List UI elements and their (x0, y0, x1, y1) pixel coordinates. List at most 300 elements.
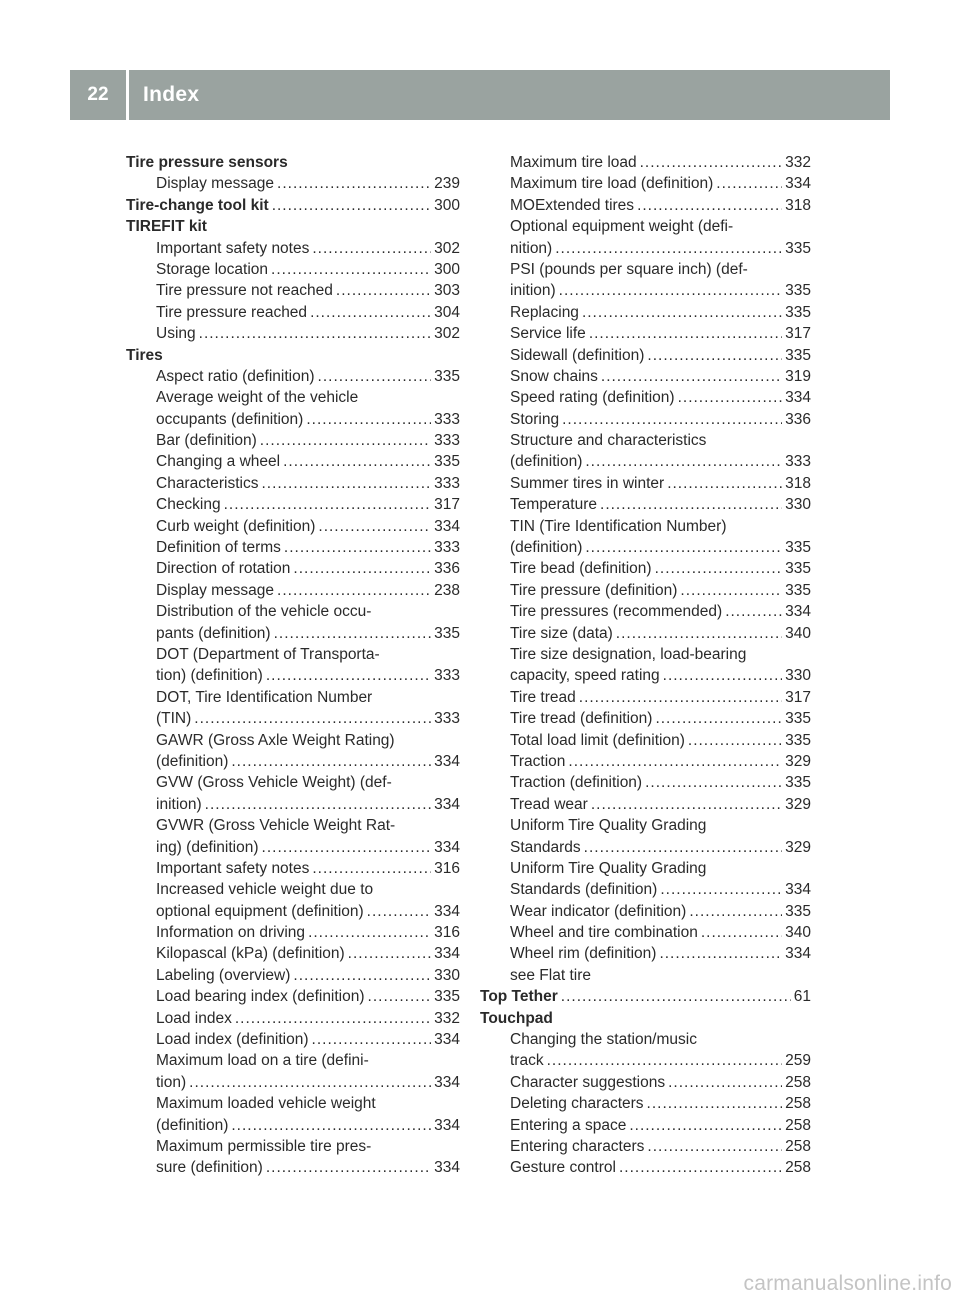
index-entry-text: Tire tread (definition) (510, 710, 653, 728)
index-entry-text: Increased vehicle weight due to (156, 881, 374, 899)
dot-leader (561, 986, 791, 1007)
index-entry[interactable] (480, 409, 811, 430)
index-entry-text: Tires (126, 346, 163, 364)
index-entry-page: 334 (785, 389, 811, 407)
index-entry (480, 1008, 811, 1029)
index-entry-text: Maximum permissible tire pres- (156, 1137, 372, 1155)
dot-leader (562, 409, 782, 430)
index-entry-page: 335 (785, 282, 811, 300)
dot-leader (585, 451, 782, 472)
index-entry (480, 1029, 811, 1050)
index-entry-text: pants (definition) (156, 624, 271, 642)
index-entry-page: 300 (434, 196, 460, 214)
index-entry-page: 335 (785, 346, 811, 364)
index-entry[interactable] (480, 794, 811, 815)
dot-leader (318, 366, 432, 387)
index-entry-text: GVWR (Gross Vehicle Weight Rat- (156, 817, 396, 835)
dot-leader (306, 409, 431, 430)
dot-leader (547, 1050, 783, 1071)
index-entry[interactable] (126, 366, 460, 387)
index-entry-page: 258 (785, 1073, 811, 1091)
index-entry[interactable] (480, 986, 811, 1007)
index-entry-page: 334 (434, 902, 460, 920)
index-entry[interactable] (126, 965, 460, 986)
index-entry[interactable] (126, 901, 460, 922)
index-entry[interactable] (480, 494, 811, 515)
index-entry[interactable] (480, 280, 811, 301)
index-entry-page: 334 (434, 795, 460, 813)
dot-leader (189, 1072, 431, 1093)
index-entry-text: Tire pressure reached (156, 303, 308, 321)
index-entry-page: 340 (785, 924, 811, 942)
index-entry-page: 333 (434, 667, 460, 685)
index-entry[interactable] (480, 1093, 811, 1114)
index-entry (126, 730, 460, 751)
index-entry[interactable] (126, 558, 460, 579)
index-entry[interactable] (480, 623, 811, 644)
index-entry-page: 334 (434, 517, 460, 535)
index-entry-page: 335 (785, 731, 811, 749)
index-entry-page: 334 (785, 881, 811, 899)
index-entry-text: Important safety notes (156, 859, 310, 877)
index-entry-text: Sidewall (definition) (510, 346, 645, 364)
index-entry-text: inition) (156, 795, 202, 813)
dot-leader (312, 1029, 432, 1050)
index-entry-page: 333 (785, 453, 811, 471)
dot-leader (668, 1072, 782, 1093)
index-entry-text: (definition) (510, 453, 583, 471)
index-entry[interactable] (126, 922, 460, 943)
index-entry-text: TIREFIT kit (126, 218, 207, 236)
index-entry (126, 345, 460, 366)
index-entry[interactable] (126, 858, 460, 879)
dot-leader (312, 238, 431, 259)
dot-leader (312, 858, 431, 879)
index-entry-text: Load index (definition) (156, 1031, 309, 1049)
index-entry (126, 644, 460, 665)
index-entry-page: 334 (785, 945, 811, 963)
index-entry (126, 1136, 460, 1157)
index-entry (480, 259, 811, 280)
index-entry-page: 335 (785, 303, 811, 321)
index-entry-text: Distribution of the vehicle occu- (156, 603, 372, 621)
index-entry-page: 334 (434, 1073, 460, 1091)
index-entry-text: (TIN) (156, 710, 192, 728)
index-entry[interactable] (126, 1029, 460, 1050)
index-entry[interactable] (480, 879, 811, 900)
index-entry[interactable] (480, 345, 811, 366)
index-entry[interactable] (126, 516, 460, 537)
index-entry (126, 879, 460, 900)
index-entry-page: 334 (434, 1159, 460, 1177)
index-entry[interactable] (480, 537, 811, 558)
index-entry[interactable] (480, 473, 811, 494)
index-entry-text: Snow chains (510, 367, 598, 385)
dot-leader (640, 152, 783, 173)
index-entry-text: Maximum loaded vehicle weight (156, 1095, 376, 1113)
index-entry[interactable] (480, 922, 811, 943)
index-entry-page: 330 (785, 667, 811, 685)
dot-leader (277, 173, 431, 194)
index-entry-text: Load index (156, 1009, 232, 1027)
index-column-left (126, 152, 460, 1179)
index-entry[interactable] (126, 1072, 460, 1093)
index-entry-page: 336 (785, 410, 811, 428)
index-entry-page: 258 (785, 1095, 811, 1113)
dot-leader (616, 623, 782, 644)
index-entry-text: Information on driving (156, 924, 306, 942)
index-entry-text: (definition) (156, 1116, 229, 1134)
index-entry-text: ing) (definition) (156, 838, 259, 856)
index-entry-text: Maximum load on a tire (defini- (156, 1052, 369, 1070)
index-entry-page: 300 (434, 260, 460, 278)
index-entry-page: 334 (434, 1116, 460, 1134)
index-entry-page: 329 (785, 838, 811, 856)
dot-leader (701, 922, 782, 943)
index-entry[interactable] (126, 195, 460, 216)
index-entry-page: 316 (434, 859, 460, 877)
index-entry[interactable] (480, 1157, 811, 1178)
dot-leader (224, 494, 432, 515)
index-entry-page: 329 (785, 752, 811, 770)
index-entry-page: 332 (785, 154, 811, 171)
index-entry-text: Changing the station/music (510, 1031, 697, 1049)
index-entry[interactable] (126, 1008, 460, 1029)
index-entry[interactable] (126, 173, 460, 194)
index-entry[interactable] (126, 430, 460, 451)
index-entry[interactable] (480, 687, 811, 708)
index-entry[interactable] (126, 280, 460, 301)
index-entry[interactable] (480, 837, 811, 858)
index-entry[interactable] (480, 302, 811, 323)
index-entry-text: occupants (definition) (156, 410, 304, 428)
index-entry-page: 332 (434, 1009, 460, 1027)
dot-leader (600, 494, 782, 515)
index-entry-page: 302 (434, 239, 460, 257)
index-entry-text: Load bearing index (definition) (156, 988, 365, 1006)
index-entry-page: 302 (434, 325, 460, 343)
index-entry[interactable] (126, 323, 460, 344)
index-entry-page: 330 (785, 496, 811, 514)
index-entry-page: 329 (785, 795, 811, 813)
index-entry-text: GVW (Gross Vehicle Weight) (def- (156, 774, 392, 792)
index-entry-text: Entering a space (510, 1116, 627, 1134)
index-entry-text: see Flat tire (510, 966, 591, 984)
index-entry[interactable] (126, 665, 460, 686)
dot-leader (559, 280, 782, 301)
dot-leader (655, 558, 783, 579)
index-entry-text: Top Tether (480, 988, 558, 1006)
index-entry-text: Tire size designation, load-bearing (510, 645, 747, 663)
index-entry-text: Labeling (overview) (156, 966, 291, 984)
index-entry-text: nition) (510, 239, 553, 257)
index-entry-text: Using (156, 325, 196, 343)
index-entry[interactable] (480, 195, 811, 216)
dot-leader (293, 965, 431, 986)
dot-leader (231, 751, 431, 772)
index-entry-text: sure (definition) (156, 1159, 263, 1177)
index-entry-page: 335 (434, 367, 460, 385)
index-entry-page: 335 (785, 239, 811, 257)
index-entry-page: 304 (434, 303, 460, 321)
index-entry-text: Tire-change tool kit (126, 196, 269, 214)
dot-leader (660, 879, 782, 900)
index-entry[interactable] (480, 1050, 811, 1071)
dot-leader (716, 173, 782, 194)
index-entry-page: 335 (785, 560, 811, 578)
index-entry-page: 258 (785, 1116, 811, 1134)
index-entry[interactable] (480, 173, 811, 194)
index-entry[interactable] (126, 751, 460, 772)
index-entry[interactable] (126, 238, 460, 259)
dot-leader (266, 665, 431, 686)
index-entry-text: Character suggestions (510, 1073, 666, 1091)
index-entry-page: 335 (434, 624, 460, 642)
dot-leader (688, 730, 782, 751)
index-entry[interactable] (126, 494, 460, 515)
index-entry-text: Service life (510, 325, 586, 343)
index-entry-text: Structure and characteristics (510, 432, 707, 450)
index-entry[interactable] (480, 901, 811, 922)
index-entry[interactable] (480, 558, 811, 579)
index-entry-text: Uniform Tire Quality Grading (510, 859, 707, 877)
index-entry-text: Wheel and tire combination (510, 924, 698, 942)
dot-leader (655, 708, 782, 729)
index-entry-page: 333 (434, 432, 460, 450)
index-entry-text: Total load limit (definition) (510, 731, 685, 749)
index-entry-page: 335 (785, 710, 811, 728)
dot-leader (199, 323, 431, 344)
index-entry[interactable] (126, 1157, 460, 1178)
index-entry-text: inition) (510, 282, 556, 300)
index-entry-page: 318 (785, 474, 811, 492)
index-entry[interactable] (480, 1115, 811, 1136)
index-entry[interactable] (480, 1136, 811, 1157)
index-entry-page: 239 (434, 175, 460, 193)
dot-leader (725, 601, 782, 622)
index-entry[interactable] (480, 665, 811, 686)
index-entry (480, 965, 811, 986)
index-entry[interactable] (480, 601, 811, 622)
index-entry-page: 335 (785, 581, 811, 599)
index-entry-text: Curb weight (definition) (156, 517, 316, 535)
index-entry[interactable] (126, 943, 460, 964)
index-entry-text: Temperature (510, 496, 598, 514)
index-entry[interactable] (480, 451, 811, 472)
page-number: 22 (87, 84, 109, 105)
index-entry-page: 317 (785, 688, 811, 706)
index-entry-text: Tread wear (510, 795, 588, 813)
dot-leader (260, 430, 431, 451)
index-entry[interactable] (126, 473, 460, 494)
dot-leader (659, 943, 782, 964)
dot-leader (568, 751, 782, 772)
index-entry-text: Changing a wheel (156, 453, 281, 471)
index-entry[interactable] (126, 623, 460, 644)
index-entry[interactable] (126, 837, 460, 858)
index-entry (126, 687, 460, 708)
index-entry-page: 333 (434, 710, 460, 728)
index-entry-text: Wear indicator (definition) (510, 902, 687, 920)
index-entry-text: DOT, Tire Identification Number (156, 688, 373, 706)
index-entry-page: 333 (434, 539, 460, 557)
index-entry-page: 334 (785, 603, 811, 621)
dot-leader (637, 195, 782, 216)
dot-leader (579, 687, 782, 708)
dot-leader (336, 280, 431, 301)
index-entry[interactable] (126, 537, 460, 558)
dot-leader (205, 794, 431, 815)
index-entry-page: 334 (434, 838, 460, 856)
dot-leader (368, 986, 432, 1007)
index-entry[interactable] (480, 943, 811, 964)
index-entry-text: Entering characters (510, 1137, 645, 1155)
index-entry[interactable] (126, 708, 460, 729)
index-entry (480, 430, 811, 451)
index-entry-text: Maximum tire load (definition) (510, 175, 714, 193)
index-entry-page: 333 (434, 410, 460, 428)
index-entry-text: DOT (Department of Transporta- (156, 645, 380, 663)
index-entry[interactable] (126, 409, 460, 430)
index-entry-text: Maximum tire load (510, 154, 637, 171)
index-entry[interactable] (480, 580, 811, 601)
index-entry-page: 318 (785, 196, 811, 214)
dot-leader (663, 665, 782, 686)
index-entry[interactable] (480, 238, 811, 259)
index-entry-page: 334 (434, 1031, 460, 1049)
index-entry-text: optional equipment (definition) (156, 902, 364, 920)
index-entry-page: 335 (785, 902, 811, 920)
index-entry-text: Definition of terms (156, 539, 281, 557)
index-entry-page: 61 (793, 988, 811, 1006)
index-entry-page: 335 (785, 774, 811, 792)
dot-leader (367, 901, 431, 922)
index-entry-page: 334 (434, 945, 460, 963)
index-entry[interactable] (126, 794, 460, 815)
index-entry-page: 238 (434, 581, 460, 599)
index-entry[interactable] (126, 580, 460, 601)
index-entry[interactable] (480, 1072, 811, 1093)
index-entry-text: Standards (510, 838, 581, 856)
dot-leader (284, 537, 431, 558)
index-entry (480, 216, 811, 237)
index-entry[interactable] (480, 323, 811, 344)
index-entry-text: (definition) (156, 752, 229, 770)
index-entry-text: Deleting characters (510, 1095, 644, 1113)
index-entry-page: 303 (434, 282, 460, 300)
index-entry (126, 1093, 460, 1114)
index-entry-text: Tire pressure not reached (156, 282, 333, 300)
dot-leader (262, 837, 432, 858)
index-entry[interactable] (126, 986, 460, 1007)
index-entry-text: Gesture control (510, 1159, 616, 1177)
index-entry (126, 152, 460, 173)
index-entry-text: Speed rating (definition) (510, 389, 675, 407)
index-entry-text: Touchpad (480, 1009, 553, 1027)
index-entry-text: Tire pressures (recommended) (510, 603, 723, 621)
index-entry-text: track (510, 1052, 544, 1070)
index-entry[interactable] (480, 366, 811, 387)
dot-leader (629, 1115, 782, 1136)
index-entry-text: Display message (156, 175, 275, 193)
index-entry[interactable] (480, 751, 811, 772)
index-entry[interactable] (126, 1115, 460, 1136)
index-entry-page: 336 (434, 560, 460, 578)
index-entry-text: Tire bead (definition) (510, 560, 652, 578)
index-entry-text: Tire size (data) (510, 624, 613, 642)
dot-leader (266, 1157, 431, 1178)
index-entry[interactable] (480, 387, 811, 408)
index-entry[interactable] (126, 451, 460, 472)
index-entry (480, 858, 811, 879)
index-entry-text: Tire pressure (definition) (510, 581, 678, 599)
dot-leader (262, 473, 432, 494)
dot-leader (194, 708, 431, 729)
index-entry (126, 772, 460, 793)
index-entry[interactable] (126, 259, 460, 280)
index-entry-text: Tire tread (510, 688, 576, 706)
index-entry-page: 333 (434, 474, 460, 492)
dot-leader (680, 580, 782, 601)
index-entry-text: Characteristics (156, 474, 259, 492)
dot-leader (271, 259, 431, 280)
dot-leader (584, 837, 782, 858)
dot-leader (310, 302, 431, 323)
dot-leader (591, 794, 782, 815)
index-entry-page: 259 (785, 1052, 811, 1070)
dot-leader (647, 1093, 783, 1114)
index-entry-text: Display message (156, 581, 275, 599)
index-entry (126, 601, 460, 622)
dot-leader (277, 580, 431, 601)
dot-leader (231, 1115, 431, 1136)
index-entry-page: 316 (434, 924, 460, 942)
index-entry-text: Important safety notes (156, 239, 310, 257)
index-entry-text: Optional equipment weight (defi- (510, 218, 734, 236)
index-entry-page: 335 (434, 988, 460, 1006)
index-entry[interactable] (126, 302, 460, 323)
index-entry-text: tion) (156, 1073, 187, 1091)
index-entry-page: 258 (785, 1137, 811, 1155)
dot-leader (667, 473, 782, 494)
index-entry-page: 340 (785, 624, 811, 642)
dot-leader (555, 238, 782, 259)
index-entry-text: Checking (156, 496, 221, 514)
index-entry-text: Traction (510, 752, 566, 770)
index-entry[interactable] (480, 730, 811, 751)
index-entry[interactable] (480, 772, 811, 793)
dot-leader (689, 901, 782, 922)
index-entry[interactable] (480, 152, 811, 173)
dot-leader (348, 943, 431, 964)
index-entry-text: Direction of rotation (156, 560, 291, 578)
index-entry (126, 1050, 460, 1071)
index-entry-page: 330 (434, 966, 460, 984)
index-entry-text: Traction (definition) (510, 774, 643, 792)
index-entry-text: GAWR (Gross Axle Weight Rating) (156, 731, 395, 749)
dot-leader (293, 558, 431, 579)
index-entry-text: Tire pressure sensors (126, 154, 288, 171)
index-entry[interactable] (480, 708, 811, 729)
watermark: carmanualsonline.info (743, 1272, 952, 1295)
index-entry (126, 815, 460, 836)
index-entry-text: Kilopascal (kPa) (definition) (156, 945, 345, 963)
section-title: Index (143, 83, 200, 106)
dot-leader (678, 387, 783, 408)
dot-leader (308, 922, 431, 943)
index-entry (126, 216, 460, 237)
dot-leader (283, 451, 431, 472)
